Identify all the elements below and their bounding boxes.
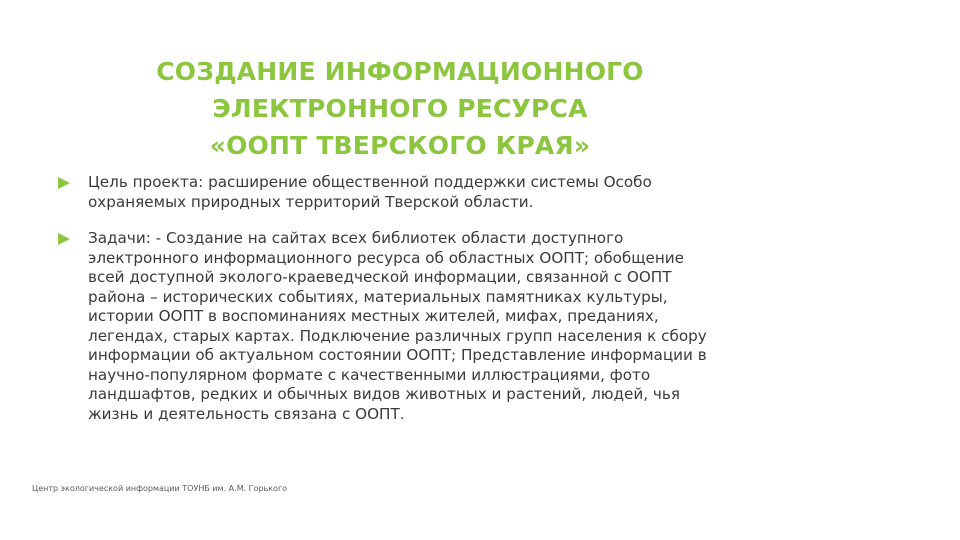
slide-title: [110, 53, 690, 164]
triangle-right-icon: [58, 233, 70, 245]
bullet-goal-text: Цель проекта: расширение общественной поддержки системы Особо охраняемых природных территорий Тверской области.: [88, 173, 652, 211]
bullet-tasks: [58, 229, 718, 424]
title-line-3: «ООПТ ТВЕРСКОГО КРАЯ»: [209, 131, 591, 160]
title-line-1: СОЗДАНИЕ ИНФОРМАЦИОННОГО: [156, 57, 644, 86]
footer-credit: Центр экологической информации ТОУНБ им. А.М. Горького: [32, 484, 288, 493]
bullet-goal: [58, 173, 718, 212]
bullet-tasks-text: Задачи: - Создание на сайтах всех библиотек области доступного электронного информационного ресурса об областных ООПТ; обобщение всей доступной эколого-краеведческой информации, связанной с ООПТ района – исторических событиях, материальных памятниках культуры, истории ООПТ в воспоминаниях местных жителей, мифах, преданиях, легендах, старых картах. Подключение различных групп населения к сбору информации об актуальном состоянии ООПТ; Представление информации в научно-популярном формате с качественными иллюстрациями, фото ландшафтов, редких и обычных видов животных и растений, людей, чья жизнь и деятельность связана с ООПТ.: [88, 229, 707, 423]
title-line-2: ЭЛЕКТРОННОГО РЕСУРСА: [212, 94, 588, 123]
triangle-right-icon: [58, 177, 70, 189]
bullet-list: [58, 173, 718, 441]
